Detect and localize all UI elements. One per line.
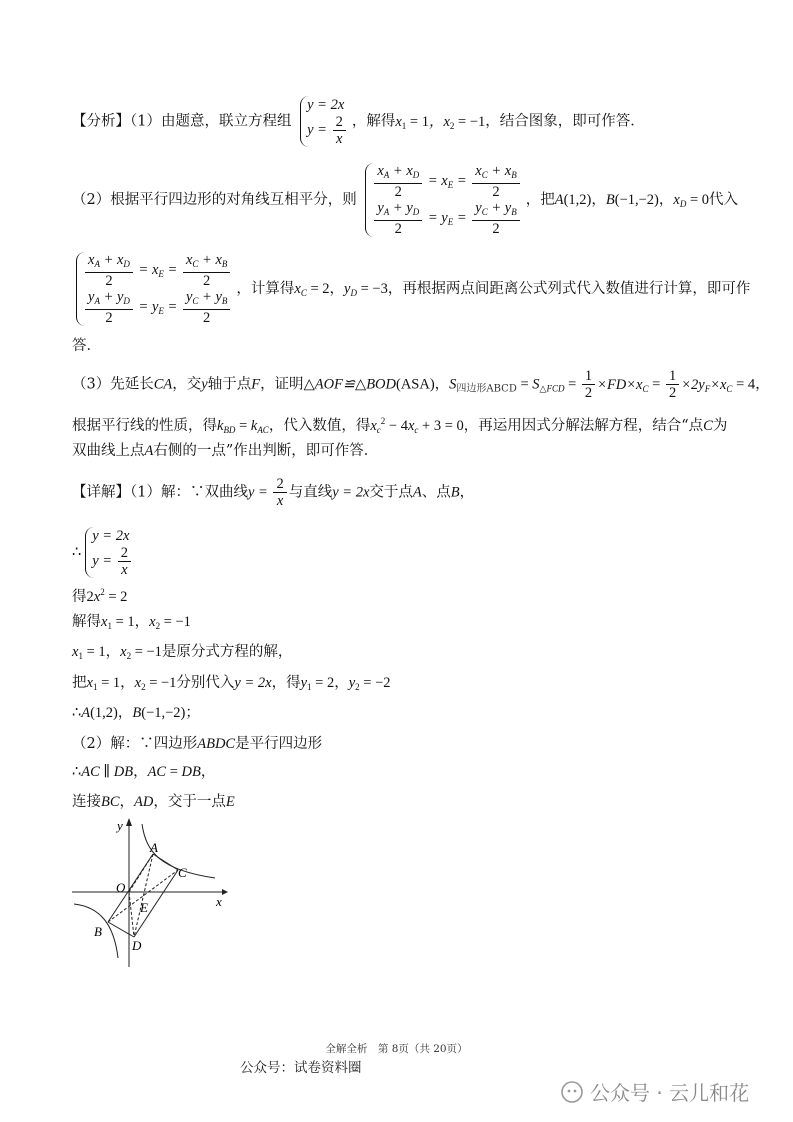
detail-line-9: ∴AC ∥ DB，AC = DB， bbox=[72, 764, 216, 780]
detail-line-10: 连接BC，AD，交于一点E bbox=[72, 794, 235, 810]
analysis-line-2: （2）根据平行四边形的对角线互相平分，则 $\frac{x_A + x_D}{2}$ = $x_E$ = $\frac{x_C + x_B}{2}$ $\frac{y_A + y_D}{2}$ = $y_E$ = $\frac{y_C + y_B}{2}$ ，把A(1,2)，B(−1,−2)，$x_D = 0$代入 bbox=[72, 163, 739, 237]
analysis-line-1: 【分析】（1）由题意，联立方程组 y = 2x y = $\frac{2}{x}$ ，解得$x_1 = 1$，$x_2 = -1$，结合图象，即可作答． bbox=[72, 97, 645, 147]
detail-line-5: $x_1 = 1$，$x_2 = -1$是原分式方程的解， bbox=[72, 644, 293, 661]
analysis-tag: 【分析】 bbox=[72, 113, 130, 130]
label-D: D bbox=[132, 938, 142, 953]
detail-tag: 【详解】 bbox=[72, 484, 130, 501]
equation-system: y = 2x y = $\frac{2}{x}$ bbox=[300, 96, 348, 147]
detail-line-2: ∴ y = 2x y = $\frac{2}{x}$ bbox=[72, 527, 137, 578]
y-axis-arrow bbox=[126, 818, 132, 826]
page-footer: 全解全析 第 8页（共 20页） bbox=[325, 1043, 468, 1055]
midpoint-system: $\frac{x_A + x_D}{2}$ = $x_E$ = $\frac{x_C + x_B}{2}$ $\frac{y_A + y_D}{2}$ = $y_E$ = $\frac{y_C + y_B}{2}$ bbox=[365, 163, 521, 237]
label-A: A bbox=[150, 840, 158, 855]
label-x: x bbox=[216, 894, 222, 909]
geometry-figure bbox=[60, 812, 240, 972]
detail-line-3: 得$2x^2 = 2$ bbox=[72, 587, 128, 605]
segment-AC bbox=[153, 854, 178, 870]
segment-OD bbox=[129, 892, 134, 937]
equation-system-2: y = 2x y = $\frac{2}{x}$ bbox=[85, 527, 133, 578]
watermark: 公众号 · 云儿和花 bbox=[560, 1077, 749, 1106]
segment-DB bbox=[108, 922, 134, 937]
label-y: y bbox=[117, 818, 123, 833]
segment-AD bbox=[134, 854, 153, 937]
label-B: B bbox=[94, 924, 102, 939]
analysis-line-6: 根据平行线的性质，得$k_{BD} = k_{AC}$，代入数值，得$x_c^2 - 4x_c + 3 = 0$，再运用因式分解法解方程，结合“点C为 bbox=[72, 416, 728, 435]
detail-line-1: 【详解】（1）解：∵双曲线y = $\frac{2}{x}$ 与直线y = 2x交于点A、点B， bbox=[72, 476, 475, 509]
detail-line-6: 把$x_1 = 1$，$x_2 = -1$分别代入y = 2x，得$y_1 = 2$，$y_2 = -2$ bbox=[72, 675, 391, 692]
analysis-line-5: （3）先延长CA，交y轴于点F，证明△AOF≌△BOD(ASA)，$S_{四边形ABCD} = S_{\triangle FCD}$ = $\frac{1}{2}$ $\times FD\times x_C$ = $\frac{1}{2}$ $\times 2y_F\times x_C = 4$， bbox=[72, 368, 770, 401]
label-E: E bbox=[140, 900, 148, 915]
detail-line-8: （2）解：∵四边形ABDC是平行四边形 bbox=[72, 736, 323, 752]
label-C: C bbox=[178, 865, 187, 880]
detail-line-7: ∴A(1,2)，B(−1,−2)； bbox=[72, 705, 200, 721]
x-axis-arrow bbox=[222, 889, 228, 895]
analysis-line-4: 答． bbox=[72, 338, 101, 354]
label-O: O bbox=[116, 880, 126, 895]
wechat-icon bbox=[560, 1080, 584, 1104]
midpoint-system-2: $\frac{x_A + x_D}{2}$ = $x_E$ = $\frac{x_C + x_B}{2}$ $\frac{y_A + y_D}{2}$ = $y_E$ = $\frac{y_C + y_B}{2}$ bbox=[76, 252, 232, 326]
analysis-line-7: 双曲线上点A右侧的一点”作出判断，即可作答． bbox=[72, 443, 379, 459]
gzh-label: 公众号：试卷资料圈 bbox=[240, 1060, 362, 1076]
detail-line-4: 解得$x_1 = 1$，$x_2 = -1$ bbox=[72, 614, 191, 631]
analysis-line-3: $\frac{x_A + x_D}{2}$ = $x_E$ = $\frac{x_C + x_B}{2}$ $\frac{y_A + y_D}{2}$ = $y_E$ = $\frac{y_C + y_B}{2}$ ，计算得$x_C = 2$，$y_D = -3$，再根据两点间距离公式列式代入数值进行计算，即可作 bbox=[72, 252, 750, 326]
